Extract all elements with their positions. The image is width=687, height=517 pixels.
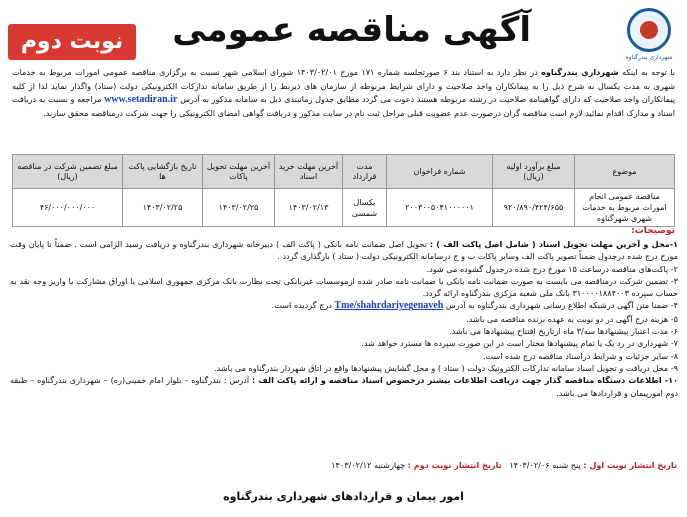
note-7: ۷- شهرداری در رد یک یا تمام پیشنهادها مختار است در این صورت سپرده ها مسترد خواهد شد. (361, 338, 678, 349)
table-header-row (13, 155, 675, 189)
header (6, 6, 681, 64)
first-publish-label: تاریخ انتشار نوبت اول : (583, 460, 677, 470)
note-10 (10, 374, 678, 399)
cell-subject: مناقصه عمومی انجام امورات مربوط به خدمات شهری شهرگناوه (575, 189, 675, 227)
note-9: ۹- محل دریافت و تحویل اسناد سامانه تدارکات الکترونیک دولت ( ستاد ) و محل گشایش پیشنهادها واقع در اتاق شهردار بندرگناوه می باشد. (214, 362, 678, 373)
note-2: ۲- پاکت‌های مناقصه درساعت ۱۵ مورخ درج شده درجدول گشوده می شود. (426, 263, 678, 274)
note-8: ۸- سایر جزئیات و شرایط دراسناد مناقصه درج شده است. (482, 350, 678, 361)
telegram-channel-link[interactable]: Tme/shahrdariyegenaveh (334, 300, 444, 312)
note-1-number: ۱- (669, 239, 678, 249)
logo-caption: شهرداری بندرگناوه (625, 54, 673, 61)
note-4 (10, 299, 678, 312)
note-4-text-a: ۴- ضمنا متن آگهی درشبکه اطلاع رسانی شهرداری بندرگناوه به آدرس (445, 300, 678, 311)
intro-part-1: با توجه به اینکه (622, 67, 675, 77)
intro-paragraph (12, 66, 675, 120)
intro-organization: شهرداری بندرگناوه (541, 67, 619, 77)
municipality-logo (623, 8, 675, 64)
col-purchase-deadline: آخرین مهلت خرید اسناد (275, 155, 343, 189)
cell-delivery-deadline: ۱۴۰۳/۰۲/۲۵ (203, 189, 275, 227)
second-publish-date: چهارشنبه ۱۴۰۳/۰۲/۱۲ (331, 460, 406, 470)
cell-opening-date: ۱۴۰۳/۰۲/۲۵ (123, 189, 203, 227)
col-call-number: شماره فراخوان (387, 155, 493, 189)
note-4-text-b: درج گردیده است. (271, 300, 332, 311)
logo-emblem-icon (627, 8, 671, 52)
note-1-text: تحویل اصل ضمانت نامه بانکی ( پاکت الف ) دبیرخانه شهرداری بندرگناوه و دریافت رسید الزامی است . ضمناً تا پایان وقت مورخ درج شده درجدول ضمناً تصویر پاکت الف وسایر پاکات ب و ج درسامانه الکترونیکی دولت ( ستاد ) بارگذاری گردد . (10, 239, 678, 262)
col-delivery-deadline: آخرین مهلت تحویل پاکات (203, 155, 275, 189)
cell-call-number: ۲۰۰۳۰۰۵۰۴۱۰۰۰۰۰۱ (387, 189, 493, 227)
note-1-heading: محل و آخرین مهلت تحویل اسناد ( شامل اصل پاکت الف ) : (429, 239, 670, 249)
cell-duration: یکسال شمسی (343, 189, 387, 227)
first-publish-date: پنج شنبه ۱۴۰۳/۰۲/۰۶ (509, 460, 581, 470)
table-row (13, 189, 675, 227)
col-duration: مدت قرارداد (343, 155, 387, 189)
notes-title: توضیحات: (631, 226, 675, 236)
col-opening-date: تاریخ بازگشایی پاکت ها (123, 155, 203, 189)
cell-estimate: ۹۲۰/۸۹۰/۴۲۴/۶۵۵ (493, 189, 575, 227)
note-5: ۵- هزینه درج آگهی در دو نوبت به عهده برنده مناقصه می باشد. (466, 313, 678, 324)
col-guarantee: مبلغ تضمین شرکت در مناقصه (ریال) (13, 155, 123, 189)
notes-list (10, 238, 678, 399)
note-10-heading: ۱۰- اطلاعات دستگاه مناقصه گذار جهت دریافت اطلاعات بیشتر درخصوص اسناد مناقصه و ارائه پاکت الف : (252, 375, 678, 386)
intro-part-3: مراجعه و نسبت به دریافت اسناد و مدارک اقدام نمائید لازم است مناقصه گران درصورت عدم عضویت قبلی مراحل ثبت نام در سایت مذکور و دریافت گواهی امضای الکترونیکی را جهت شرکت درمناقصه محقق سازند. (12, 94, 675, 118)
second-publish-label: تاریخ انتشار نوبت دوم : (407, 460, 502, 470)
page-title: آگهی مناقصه عمومی (172, 10, 531, 50)
note-6: ۶- مدت اعتبار پیشنهادها سه/۳ ماه ازتاریخ افتتاح پیشنهادها می باشد. (449, 326, 678, 337)
setad-website-link[interactable]: www.setadiran.ir (104, 94, 178, 106)
note-10-text: آدرس : بندرگناوه – بلوار امام خمینی(ره) – شهرداری بندرگناوه – طبقه دوم امورپیمان و قراردادها می باشد. (10, 375, 678, 398)
note-1 (10, 238, 678, 263)
col-estimate: مبلغ برآورد اولیه (ریال) (493, 155, 575, 189)
publication-dates (9, 459, 677, 471)
note-3: ۳- تضمین شرکت درمناقصه می بایست به صورت ضمانت نامه بانکی یا ضمانت نامه صادر شده ازموسسات غیربانکی تحت نظارت بانک مرکزی جمهوری اسلامی یا اوراق مشارکت یا واریز وجه نقد به حساب سپرده ۳۱۰۰۰۰۱۸۸۴۰۰۳ بانک ملی شعبه مرکزی بندرگناوه ارائه گردد. (10, 275, 678, 299)
footer-signature: امور پیمان و قراردادهای شهرداری بندرگناوه (223, 490, 464, 503)
cell-guarantee: ۴۶/۰۰۰/۰۰۰/۰۰۰ (13, 189, 123, 227)
round-badge: نوبت دوم (8, 24, 136, 60)
col-subject: موضوع (575, 155, 675, 189)
cell-purchase-deadline: ۱۴۰۳/۰۲/۱۳ (275, 189, 343, 227)
tender-table (12, 154, 675, 227)
intro-part-2: در نظر دارد به استناد بند ۶ صورتجلسه شماره ۱۷۱ مورخ ۱۴۰۳/۰۲/۰۱ شورای اسلامی شهر نسبت به برگزاری مناقصه عمومی امورات مربوط به خدمات شهری به مدت یکسال به شرح ذیل را به پیمانکاران واجد صلاحیت و دارای شرایط مربوطه از سازمان های ذیربط را از طریق سامانه تدارکات الکترونیکی دولت (ستاد) واگذار نماید لذا از کلیه پیمانکاران واجد صلاحیت که دارای گواهینامه صلاحیت در رشته مربوطه هستند دعوت می گردد مطابق جدول زمانبندی ذیل به سامانه مذکور به آدرس (12, 67, 675, 105)
